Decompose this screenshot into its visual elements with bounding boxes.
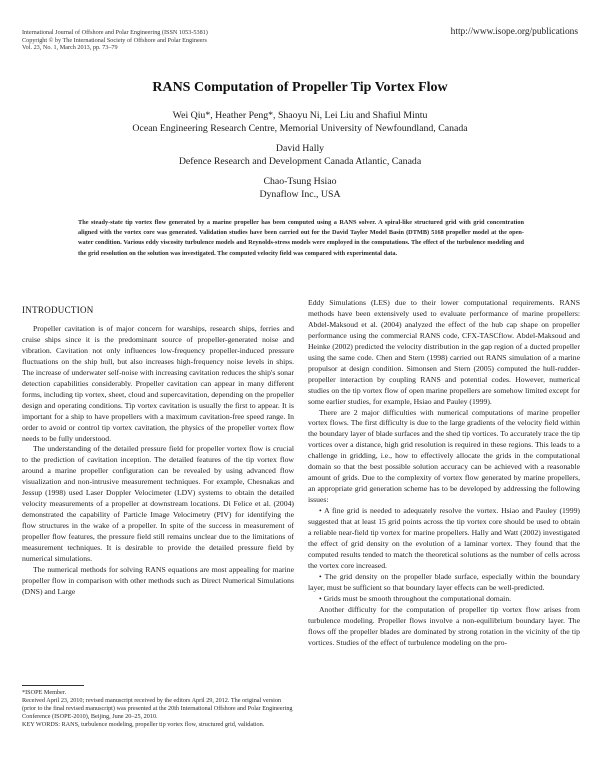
publisher-url[interactable]: http://www.isope.org/publications	[450, 27, 578, 37]
author-names-2: David Hally	[275, 143, 325, 154]
footnote-member: *ISOPE Member.	[22, 689, 66, 696]
paragraph: There are 2 major difficulties with numerical computations of marine propeller vortex flows. The first difficulty is due to the large gradients of the velocity field within the boundary layer of blade surfaces and the shed tip vortices. To accurately trace the tip vortices over a distance, high grid resolution is required in these regions. This leads to a challenge in gridding, i.e., how to effectively allocate the grids in the computational domain so that the best possible solution accuracy can be achieved with a reasonable amount of grids. Due to the complexity of vortex flow generated by marine propellers, an appropriate grid generation scheme has to be developed by addressing the following issues:	[308, 407, 580, 505]
paragraph: Eddy Simulations (LES) due to their lower computational requirements. RANS methods have been extensively used to evaluate performance of marine propellers: Abdel-Maksoud et al. (2004) analyzed the effect of the hub cap shape on propeller performance using the commercial RANS code, CFX-TASCflow. Abdel-Maksoud and Heinke (2002) predicted the velocity distribution in the gap region of a ducted propeller using the same code. Chen and Stern (1998) carried out RANS simulation of a marine propulsor at design condition. Simonsen and Stern (2005) computed the hull-rudder-propeller interaction by coupling RANS and potential codes. However, numerical studies on the tip vortex flow of open marine propellers are somehow limited except for some earlier studies, for example, Hsiao and Pauley (1999).	[308, 298, 580, 406]
footnote-received: Received April 23, 2010; revised manuscript received by the editors April 29, 2012. The original version (prior to the final revised manuscript) was presented at the 20th International Offshore and Polar Engineering Conference (ISOPE-2010), Beijing, June 20–25, 2010.	[22, 696, 293, 720]
footnotes	[22, 689, 294, 729]
footnote-divider	[22, 685, 84, 686]
journal-line-1: International Journal of Offshore and Polar Engineering (ISSN 1053-5381)	[22, 29, 208, 36]
paragraph: Propeller cavitation is of major concern for warships, research ships, ferries and cruise ships since it is the predominant source of propeller-generated noise and vibration. Cavitation not only influences low-frequency propeller-induced pressure fluctuations on the ship hull, but also increases high-frequency noise levels in ships. The increase of underwater self-noise with increasing cavitation reduces the ship's sonar detection capabilities considerably. Propeller cavitation can appear in many different forms, including tip vortex, sheet, cloud and supercavitation, depending on the propeller design and operating conditions. Tip vortex cavitation is usually the first to appear. It is important for a ship to have propellers with a maximum cavitation-free speed range. In order to avoid or control tip vortex cavitation, the physics of the propeller vortex flow needs to be fully understood.	[22, 324, 294, 443]
author-affiliation-1: Ocean Engineering Research Centre, Memorial University of Newfoundland, Canada	[132, 122, 468, 134]
author-affiliation-3: Dynaflow Inc., USA	[259, 188, 341, 200]
paragraph: The understanding of the detailed pressure field for propeller vortex flow is crucial to the prediction of cavitation inception. The detailed features of the tip vortex flow around a marine propeller configuration can be revealed by using advanced flow visualization and non-intrusive measurement techniques. For example, Chesnakas and Jessup (1998) used Laser Doppler Velocimeter (LDV) systems to obtain the detailed velocity measurements of a propeller at downstream locations. Di Felice et al. (2004) demonstrated the capability of Particle Image Velocimetry (PIV) for identifying the flow structures in the wake of a propeller. In spite of the success in measurement of propeller flow features, the pressure field still remains unclear due to the limitations of measurement techniques. It is desirable to provide the detailed pressure field by numerical simulations.	[22, 444, 294, 564]
paragraph: The numerical methods for solving RANS equations are most appealing for marine propeller flow in comparison with other methods such as Direct Numerical Simulations (DNS) and Large	[22, 564, 294, 596]
bullet-item: • A fine grid is needed to adequately resolve the vortex. Hsiao and Pauley (1999) suggested that at least 15 grid points across the tip vortex core should be used to obtain a reliable near-field tip vortex for marine propellers. Hally and Watt (2002) investigated the effect of grid density on the evolution of a laminar vortex. They found that the computed results tended to match the theoretical solutions as the number of cells across the vortex core increased.	[308, 506, 580, 570]
left-column	[22, 300, 294, 598]
abstract: The steady-state tip vortex flow generated by a marine propeller has been computed using a RANS solver. A spiral-like structured grid with grid concentration aligned with the vortex core was generated. Validation studies have been carried out for the David Taylor Model Basin (DTMB) 5168 propeller model at the open-water condition. Various eddy viscosity turbulence models and Reynolds-stress models were employed in the computations. The effect of the turbulence modeling and the grid resolution on the solution was investigated. The computed velocity field was compared with experimental data.	[78, 219, 524, 257]
paper-title: RANS Computation of Propeller Tip Vortex Flow	[152, 80, 448, 95]
footnote-keywords: KEY WORDS: RANS, turbulence modeling, propeller tip vortex flow, structured grid, validation.	[22, 720, 265, 728]
journal-info	[22, 29, 322, 52]
section-heading: INTRODUCTION	[22, 305, 94, 315]
journal-line-2: Copyright © by The International Society of Offshore and Polar Engineers	[22, 36, 207, 44]
author-names-3: Chao-Tsung Hsiao	[263, 176, 337, 187]
author-affiliation-2: Defence Research and Development Canada Atlantic, Canada	[178, 155, 422, 167]
right-column	[308, 298, 580, 649]
paragraph: Another difficulty for the computation of propeller tip vortex flow arises from turbulence modeling. Propeller flows involve a non-equilibrium boundary layer. The flows off the propeller blades are dominated by strong rotation in the vicinity of the tip vortices. Studies of the effect of turbulence modeling on the pro-	[308, 604, 580, 647]
bullet-item: • The grid density on the propeller blade surface, especially within the boundary layer, must be sufficient so that boundary layer effects can be well-predicted.	[308, 571, 580, 592]
bullet-item: • Grids must be smooth throughout the computational domain.	[319, 593, 512, 603]
journal-line-3: Vol. 23, No. 1, March 2013, pp. 73–79	[22, 44, 118, 52]
author-names-1: Wei Qiu*, Heather Peng*, Shaoyu Ni, Lei Liu and Shafiul Mintu	[172, 110, 428, 121]
